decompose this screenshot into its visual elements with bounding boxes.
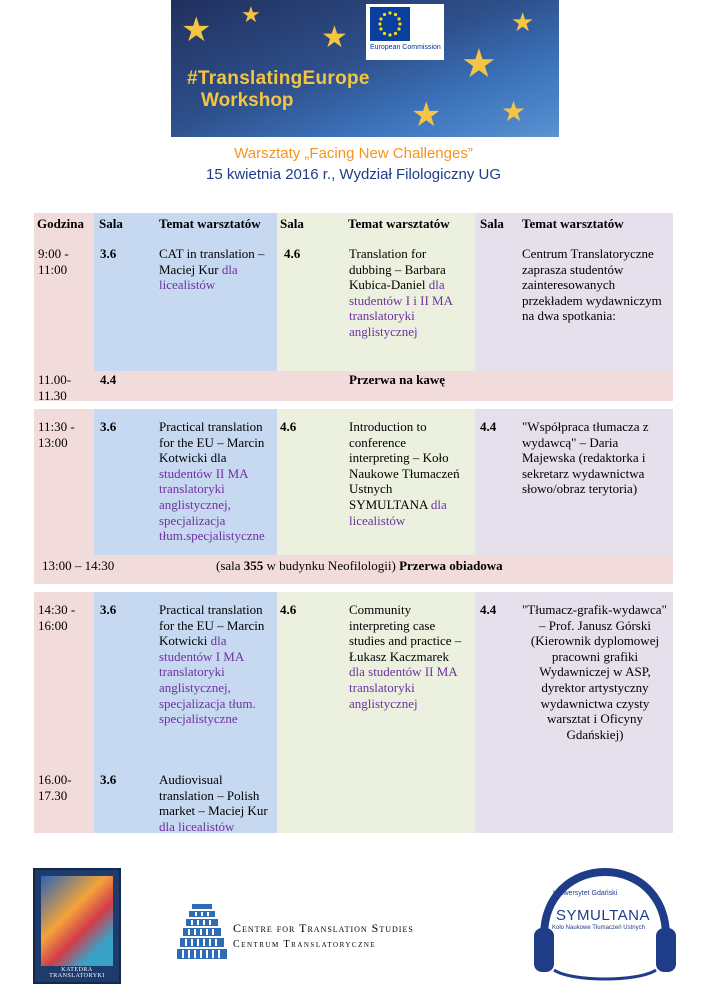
r5-sala3: 4.4	[480, 602, 497, 617]
lunch-break-label: Przerwa obiadowa	[399, 558, 503, 573]
r4-note-pre: (sala	[216, 558, 241, 573]
header-temat-2: Temat warsztatów	[348, 216, 450, 231]
r4-time: 13:00 – 14:30	[42, 558, 115, 573]
workshop-banner: ★ ★ ★ ★ ★ ★ ★ European Commission #TranslatingEurope Workshop	[171, 0, 559, 137]
r1-topic1-audience: dla licealistów	[159, 261, 238, 293]
european-commission-logo	[366, 4, 444, 60]
gap-2	[34, 584, 673, 592]
r5-time: 14:30 - 16:00	[38, 602, 76, 633]
r1-topic1-text: CAT in translation – Maciej Kur	[159, 246, 265, 277]
r4-note	[216, 558, 503, 574]
r5-sala2: 4.6	[280, 602, 297, 617]
r3-topic1	[159, 419, 275, 544]
r5-topic2-audience: dla studentów II MA translatoryki anglistycznej	[349, 664, 457, 711]
header-sala-2: Sala	[280, 216, 304, 231]
r5-topic2-text: Community interpreting case studies and practice – Łukasz Kaczmarek	[349, 602, 462, 664]
r5-topic1	[159, 602, 275, 727]
symultana-university: Uniwersytet Gdański	[553, 890, 618, 897]
r6-topic1-text: Audiovisual translation – Polish market – Maciej Kur	[159, 772, 268, 819]
r6-sala1: 3.6	[100, 772, 117, 787]
r5-topic3-desc: – Prof. Janusz Górski (Kierownik dyplomowej pracowni grafiki Wydawniczej w ASP, dyrektor artystyczny wydawnictwa czysty warsztat i Oficyny Gdańskiej)	[530, 617, 660, 742]
r1-sala1: 3.6	[100, 246, 117, 261]
r3-topic2	[349, 419, 467, 528]
r3-topic1-audience: studentów II MA translatoryki anglistycznej, specjalizacja tłum.specjalistyczne	[159, 465, 265, 544]
r5-topic3	[522, 602, 668, 742]
gap-1	[34, 401, 673, 409]
banner-hashtag: #TranslatingEurope	[187, 68, 370, 89]
r5-topic3-title: "Tłumacz-grafik-wydawca"	[522, 602, 667, 617]
katedra-label: KATEDRA TRANSLATORYKI	[49, 967, 105, 979]
r3-topic2-text: Introduction to conference interpreting – Koło Naukowe Tłumaczeń Ustnych SYMULTANA	[349, 419, 460, 512]
katedra-artwork	[41, 876, 113, 966]
r6-time: 16.00- 17.30	[38, 772, 72, 803]
r1-topic2-text: Translation for dubbing – Barbara Kubica-Daniel	[349, 246, 446, 293]
r3-topic1-text: Practical translation for the EU – Marcin Kotwicki dla	[159, 419, 265, 466]
header-godzina: Godzina	[37, 216, 84, 231]
header-temat-1: Temat warsztatów	[159, 216, 261, 231]
r2-time: 11.00- 11.30	[38, 372, 72, 403]
r3-topic3: "Współpraca tłumacza z wydawcą" – Daria Majewska (redaktorka i sekretarz wydawnictwa słowo/obraz terytoria)	[522, 419, 649, 497]
r5-topic1-audience: dla studentów I MA translatoryki anglistycznej, specjalizacja tłum. specjalistyczne	[159, 633, 256, 727]
header-sala-1: Sala	[99, 216, 123, 231]
cts-name: Centre for Translation Studies	[233, 921, 414, 935]
r3-topic2-audience: dla licealistów	[349, 496, 447, 528]
r6-topic1-audience: dla licealistów	[159, 818, 235, 834]
coffee-break-label: Przerwa na kawę	[349, 372, 446, 387]
r1-time: 9:00 - 11:00	[38, 246, 69, 277]
r1-topic2	[349, 246, 471, 340]
r6-topic1	[159, 772, 275, 834]
col-bg-godzina	[34, 213, 94, 833]
r5-topic2	[349, 602, 467, 711]
header-sala-3: Sala	[480, 216, 504, 231]
eu-flag-icon	[370, 7, 410, 41]
katedra-translatoryki-logo	[33, 868, 121, 984]
page-title: Warsztaty „Facing New Challenges”	[234, 145, 473, 162]
banner-workshop: Workshop	[201, 90, 294, 111]
header-temat-3: Temat warsztatów	[522, 216, 624, 231]
page-subtitle: 15 kwietnia 2016 r., Wydział Filologiczny UG	[206, 166, 501, 183]
r3-sala1: 3.6	[100, 419, 117, 434]
r5-topic1-text: Practical translation for the EU – Marcin Kotwicki	[159, 602, 265, 649]
cts-name-pl: Centrum Translatoryczne	[233, 939, 377, 950]
r1-topic2-audience: dla studentów I i II MA translatoryki anglistycznej	[349, 277, 453, 339]
cts-tower-icon	[176, 902, 228, 960]
r1-topic1	[159, 246, 274, 293]
r4-note-post: w budynku Neofilologii)	[266, 558, 396, 573]
symultana-name: SYMULTANA	[556, 907, 650, 924]
r1-sala2: 4.6	[284, 246, 301, 261]
r2-sala: 4.4	[100, 372, 117, 387]
r1-topic3: Centrum Translatoryczne zaprasza studentów zainteresowanych przekładem wydawniczym na dwa spotkania:	[522, 246, 662, 324]
r3-time: 11:30 - 13:00	[38, 419, 75, 450]
r4-room: 355	[243, 558, 264, 573]
ec-label: European Commission	[370, 44, 441, 51]
symultana-subtitle: Koło Naukowe Tłumaczeń Ustnych	[552, 925, 645, 931]
r3-sala2: 4.6	[280, 419, 297, 434]
r5-sala1: 3.6	[100, 602, 117, 617]
r3-sala3: 4.4	[480, 419, 497, 434]
